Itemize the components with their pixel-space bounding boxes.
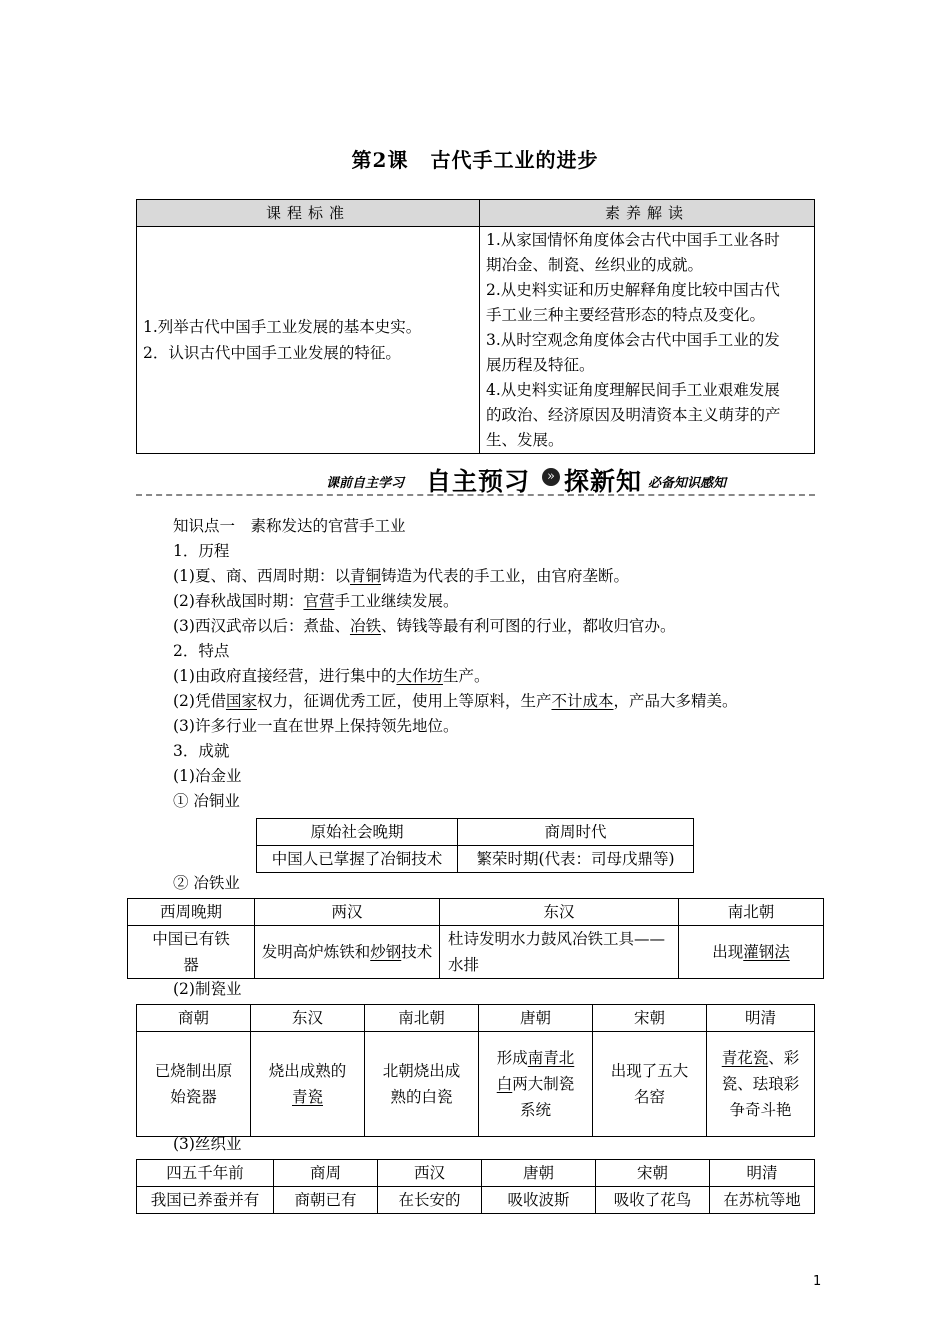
standards-header-right: 素养解读 [480,200,815,227]
table-cell: 已烧制出原始瓷器 [137,1032,251,1137]
table-header: 唐朝 [479,1005,593,1032]
text-line: (1)由政府直接经营，进行集中的大作坊生产。 [173,667,490,685]
section-heading: 2．特点 [173,642,230,660]
banner-title-2: 探新知 [564,467,643,496]
table-cell: 发明高炉炼铁和炒钢技术 [255,926,440,979]
lesson-number: 第2课 [351,148,409,172]
standards-right-cell [480,227,815,454]
table-header: 东汉 [251,1005,365,1032]
arrow-icon: » [542,468,560,486]
answer-blank: 冶铁 [349,617,381,635]
iron-table [127,898,824,979]
table-cell: 吸收波斯 [482,1187,596,1214]
answer-blank: 炒钢 [370,943,402,961]
answer-blank: 灌钢法 [743,943,790,961]
table-header: 两汉 [255,899,440,926]
literacy-line: 期冶金、制瓷、丝织业的成就。 [486,255,704,274]
text-line: (2)凭借国家权力，征调优秀工匠，使用上等原料，生产不计成本，产品大多精美。 [173,692,738,710]
table-cell: 出现灌钢法 [679,926,824,979]
silk-table [136,1159,815,1214]
table-cell: 繁荣时期(代表：司母戊鼎等) [458,846,694,873]
knowledge-heading: 知识点一 素称发达的官营手工业 [173,517,406,535]
page-number: 1 [813,1274,822,1289]
table-header: 商朝 [137,1005,251,1032]
table-cell: 吸收了花鸟 [596,1187,710,1214]
answer-blank: 国家 [225,692,257,710]
table-cell: 青花瓷、彩瓷、珐琅彩争奇斗艳 [707,1032,815,1137]
text-line: (1)夏、商、西周时期：以青铜铸造为代表的手工业，由官府垄断。 [173,567,629,585]
table-cell: 北朝烧出成熟的白瓷 [365,1032,479,1137]
standards-left-cell [137,227,480,454]
table-cell: 形成南青北白两大制瓷系统 [479,1032,593,1137]
literacy-line: 生、发展。 [486,430,564,449]
table-header: 商周 [274,1160,378,1187]
literacy-line: 3.从时空观念角度体会古代中国手工业的发 [486,330,780,349]
answer-blank: 大作坊 [396,667,443,685]
table-cell: 烧出成熟的青瓷 [251,1032,365,1137]
subsection-heading: (2)制瓷业 [173,980,242,998]
copper-table [256,818,694,873]
subsection-heading: (3)丝织业 [173,1135,242,1153]
table-header: 西周晚期 [128,899,255,926]
answer-blank: 青花瓷 [721,1049,769,1067]
table-header: 宋朝 [593,1005,707,1032]
table-header: 明清 [707,1005,815,1032]
standard-line: 2．认识古代中国手工业发展的特征。 [143,344,401,362]
table-header: 西汉 [378,1160,482,1187]
section-banner [136,462,815,494]
table-cell: 商朝已有 [274,1187,378,1214]
answer-blank: 南青北白 [496,1049,575,1093]
table-header: 四五千年前 [137,1160,274,1187]
table-cell: 杜诗发明水力鼓风冶铁工具——水排 [440,926,679,979]
text-line: (3)西汉武帝以后：煮盐、冶铁、铸钱等最有利可图的行业，都收归官办。 [173,617,676,635]
literacy-line: 1.从家国情怀角度体会古代中国手工业各时 [486,230,780,249]
literacy-line: 展历程及特征。 [486,355,595,374]
section-heading: 1．历程 [173,542,230,560]
banner-right-text: 必备知识感知 [648,476,727,491]
table-cell: 出现了五大名窑 [593,1032,707,1137]
subsection-heading: (1)冶金业 [173,767,242,785]
answer-blank: 官营 [303,592,335,610]
table-header: 南北朝 [679,899,824,926]
answer-blank: 不计成本 [551,692,614,710]
subsection-heading: ① 冶铜业 [173,792,240,810]
dashed-divider [136,494,815,496]
standards-table [136,199,815,454]
table-cell: 中国已有铁器 [128,926,255,979]
table-cell: 在长安的 [378,1187,482,1214]
table-cell: 在苏杭等地 [710,1187,815,1214]
banner-left-text: 课前自主学习 [326,476,405,491]
table-cell: 我国已养蚕并有 [137,1187,274,1214]
answer-blank: 青瓷 [291,1088,323,1106]
table-header: 商周时代 [458,819,694,846]
banner-title-1: 自主预习 [426,467,531,496]
table-header: 明清 [710,1160,815,1187]
standards-header-left: 课程标准 [137,200,480,227]
answer-blank: 青铜 [349,567,381,585]
standard-line: 1.列举古代中国手工业发展的基本史实。 [143,318,422,336]
subsection-heading: ② 冶铁业 [173,874,240,892]
literacy-line: 4.从史料实证角度理解民间手工业艰难发展 [486,380,780,399]
table-header: 南北朝 [365,1005,479,1032]
table-header: 唐朝 [482,1160,596,1187]
lesson-name: 古代手工业的进步 [430,148,599,172]
porcelain-table [136,1004,815,1137]
literacy-line: 手工业三种主要经营形态的特点及变化。 [486,305,766,324]
page-title [0,144,950,173]
table-header: 东汉 [440,899,679,926]
table-header: 原始社会晚期 [257,819,458,846]
text-line: (2)春秋战国时期：官营手工业继续发展。 [173,592,459,610]
table-header: 宋朝 [596,1160,710,1187]
table-cell: 中国人已掌握了冶铜技术 [257,846,458,873]
literacy-line: 的政治、经济原因及明清资本主义萌芽的产 [486,405,781,424]
text-line: (3)许多行业一直在世界上保持领先地位。 [173,717,459,735]
section-heading: 3．成就 [173,742,230,760]
literacy-line: 2.从史料实证和历史解释角度比较中国古代 [486,280,780,299]
